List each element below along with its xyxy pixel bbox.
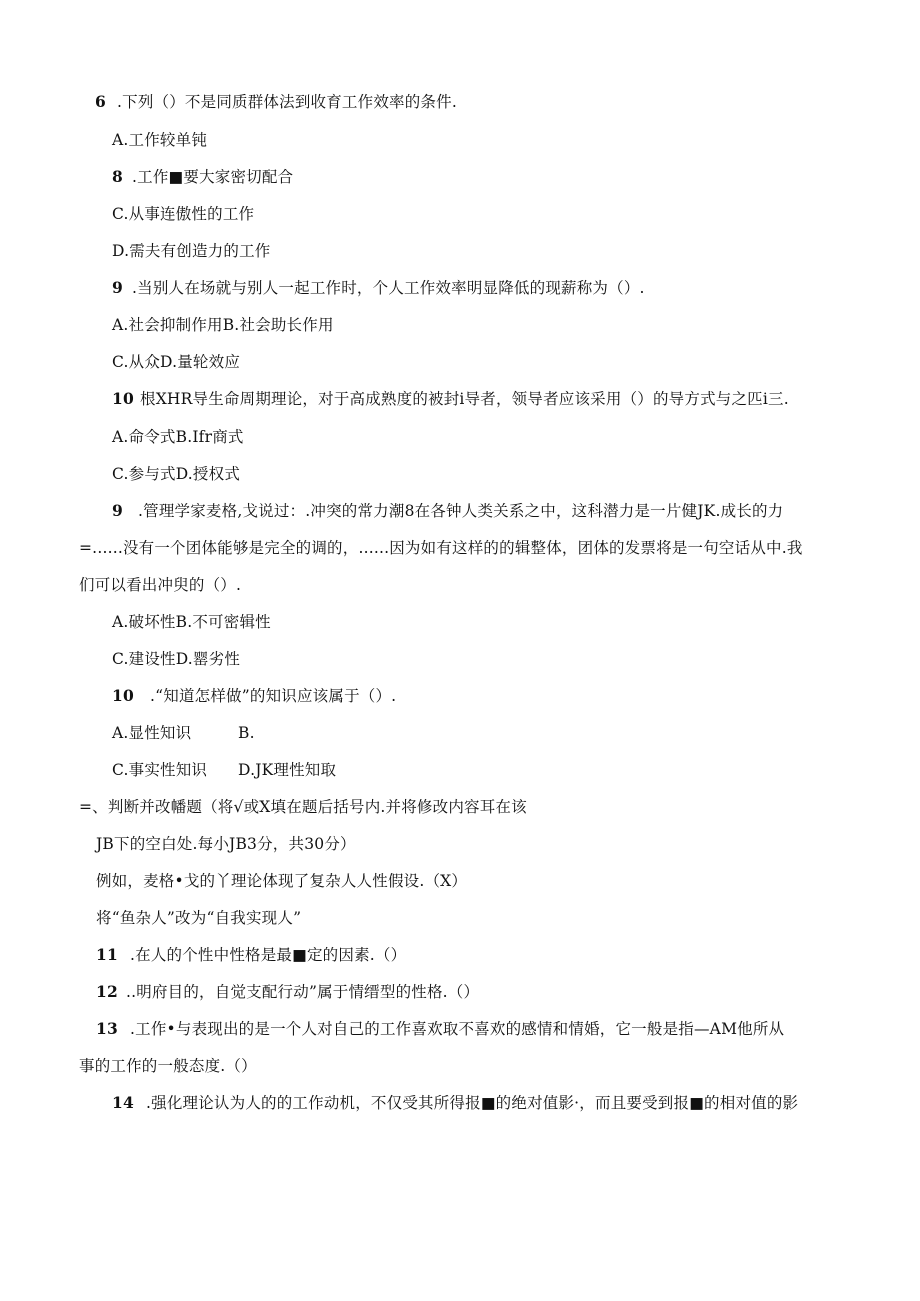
question-text-continued: =......没有一个团体能够是完全的调的，......因为如有这样的的辑整体，团体的发票将是一句空话从中.我 [79, 539, 803, 557]
example-statement: 例如，麦格•戈的丫理论体现了复杂人人性假设.（X） [96, 872, 468, 890]
question-9 [112, 278, 645, 298]
question-text: .强化理论认为人的的工作动机，不仅受其所得报■的绝对值影·，而且要受到报■的相对值的影 [146, 1094, 799, 1112]
question-text: .工作•与表现出的是一个人对自己的工作喜欢取不喜欢的感情和情婚，它一般是指—AM他所从 [130, 1020, 785, 1038]
option-a: A.工作较单钝 [112, 131, 208, 149]
question-text-continued: 事的工作的一般态度.（） [79, 1057, 257, 1075]
question-6 [95, 92, 457, 112]
question-10 [112, 389, 789, 409]
option-d: D.JK理性知取 [238, 761, 337, 779]
question-text: .“知道怎样做”的知识应该属于（）. [150, 687, 397, 705]
question-12 [96, 982, 479, 1002]
example-correction: 将“鱼杂人”改为“自我实现人” [96, 909, 302, 927]
option-c: C.从事连傲性的工作 [112, 205, 255, 223]
question-14 [112, 1093, 798, 1113]
question-text-continued: 们可以看出冲臾的（）. [79, 576, 242, 594]
question-text: ..明府目的，自觉支配行动”属于情缙型的性格.（） [126, 983, 480, 1001]
option-c: C.事实性知识 [112, 761, 208, 779]
question-text: .在人的个性中性格是最■定的因素.（） [130, 946, 407, 964]
question-number: 9 [112, 278, 123, 297]
section-2-heading-continued: JB下的空白处.每小JB3分，共30分） [96, 835, 356, 853]
option-b: B. [238, 724, 255, 742]
question-text: 根XHR导生命周期理论，对于高成熟度的被封i导者，领导者应该采用（）的导方式与之匹i三. [140, 390, 789, 408]
question-number: 10 [112, 389, 134, 408]
question-number: 6 [95, 92, 106, 111]
question-number: 9 [112, 501, 123, 520]
option-d: D.需夫有创造力的工作 [112, 242, 271, 260]
question-text: .工作■要大家密切配合 [132, 168, 294, 186]
options-a-b: A.破坏性B.不可密辑性 [112, 613, 271, 631]
section-2-heading: =、判断并改幡题（将√或X填在题后括号内.并将修改内容耳在该 [79, 798, 527, 816]
question-number: 8 [112, 167, 123, 186]
question-number: 11 [96, 945, 118, 964]
question-number: 14 [112, 1093, 134, 1112]
question-10-knowledge [112, 686, 396, 706]
options-c-d: C.建设性D.罂劣性 [112, 650, 241, 668]
options-a-b: A.社会抑制作用B.社会助长作用 [112, 316, 334, 334]
question-text: .当别人在场就与别人一起工作时，个人工作效率明显降低的现薪称为（）. [132, 279, 645, 297]
options-c-d: C.从众D.量轮效应 [112, 353, 241, 371]
question-11 [96, 945, 406, 965]
question-number: 10 [112, 686, 134, 705]
options-a-b: A.命令式B.Ifr商式 [112, 428, 244, 446]
question-text: .下列（）不是同质群体法到收育工作效率的条件. [117, 93, 457, 111]
options-c-d: C.参与式D.授权式 [112, 465, 241, 483]
question-text: .管理学家麦格,戈说过：.冲突的常力潮8在各钟人类关系之中，这科潜力是一片健JK.成长的力 [138, 502, 784, 520]
question-13 [96, 1019, 784, 1039]
question-number: 13 [96, 1019, 118, 1038]
question-8 [112, 167, 293, 187]
option-a: A.显性知识 [112, 724, 192, 742]
question-9-conflict [112, 501, 783, 521]
question-number: 12 [96, 982, 118, 1001]
